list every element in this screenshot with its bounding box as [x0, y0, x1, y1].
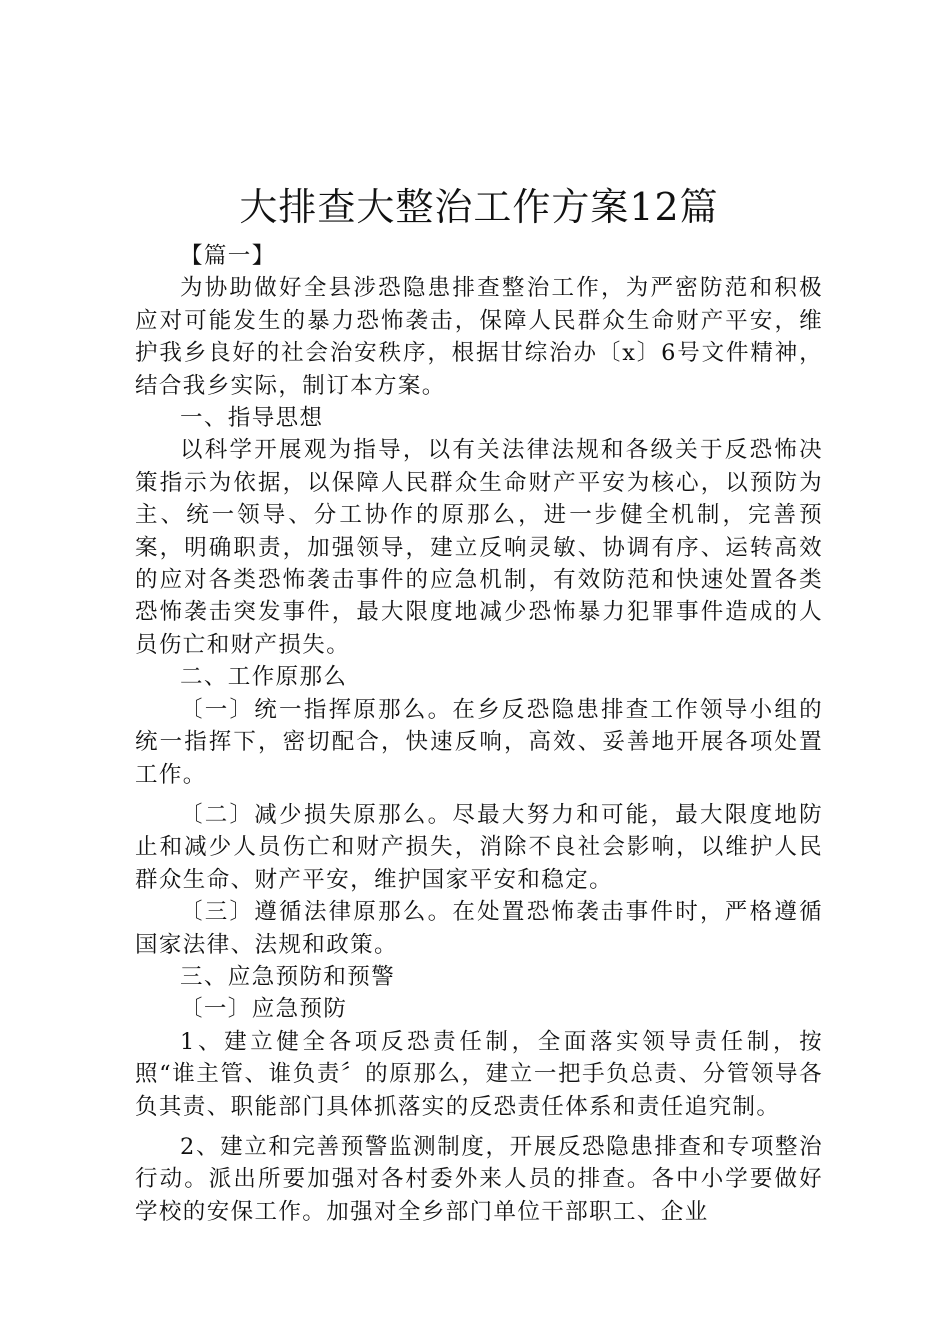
section-heading-part-one: 【篇一】 [180, 243, 276, 269]
subsection-heading-emergency-prevention: 〔一〕应急预防 [180, 996, 348, 1023]
section-heading-guiding-thought: 一、指导思想 [180, 405, 324, 432]
principle-paragraph-three: 〔三〕遵循法律原那么。在处置恐怖袭击事件时，严格遵循国家法律、法规和政策。 [135, 899, 823, 958]
section-heading-emergency-prevention: 三、应急预防和预警 [180, 963, 396, 990]
prevention-paragraph-two: 2、建立和完善预警监测制度，开展反恐隐患排查和专项整治行动。派出所要加强对各村委外来人员的排查。各中小学要做好学校的安保工作。加强对全乡部门单位干部职工、企业 [135, 1133, 823, 1225]
intro-paragraph: 为协助做好全县涉恐隐患排查整治工作，为严密防范和积极应对可能发生的暴力恐怖袭击，保障人民群众生命财产平安，维护我乡良好的社会治安秩序，根据甘综治办〔x〕6号文件精神，结合我乡实际，制订本方案。 [135, 275, 823, 399]
prevention-paragraph-one: 1、建立健全各项反恐责任制，全面落实领导责任制，按照“谁主管、谁负责〞的原那么，建立一把手负总责、分管领导各负其责、职能部门具体抓落实的反恐责任体系和责任追究制。 [135, 1028, 823, 1120]
principle-paragraph-one: 〔一〕统一指挥原那么。在乡反恐隐患排查工作领导小组的统一指挥下，密切配合，快速反响，高效、妥善地开展各项处置工作。 [135, 696, 823, 788]
document-body [135, 180, 823, 1228]
document-title: 大排查大整治工作方案12篇 [239, 185, 719, 229]
principle-paragraph-two: 〔二〕减少损失原那么。尽最大努力和可能，最大限度地防止和减少人员伤亡和财产损失，消除不良社会影响，以维护人民群众生命、财产平安，维护国家平安和稳定。 [135, 801, 823, 893]
guiding-thought-paragraph: 以科学开展观为指导，以有关法律法规和各级关于反恐怖决策指示为依据，以保障人民群众生命财产平安为核心，以预防为主、统一领导、分工协作的原那么，进一步健全机制，完善预案，明确职责，加强领导，建立反响灵敏、协调有序、运转高效的应对各类恐怖袭击事件的应急机制，有效防范和快速处置各类恐怖袭击突发事件，最大限度地减少恐怖暴力犯罪事件造成的人员伤亡和财产损失。 [135, 437, 823, 658]
section-heading-work-principles: 二、工作原那么 [180, 664, 348, 691]
